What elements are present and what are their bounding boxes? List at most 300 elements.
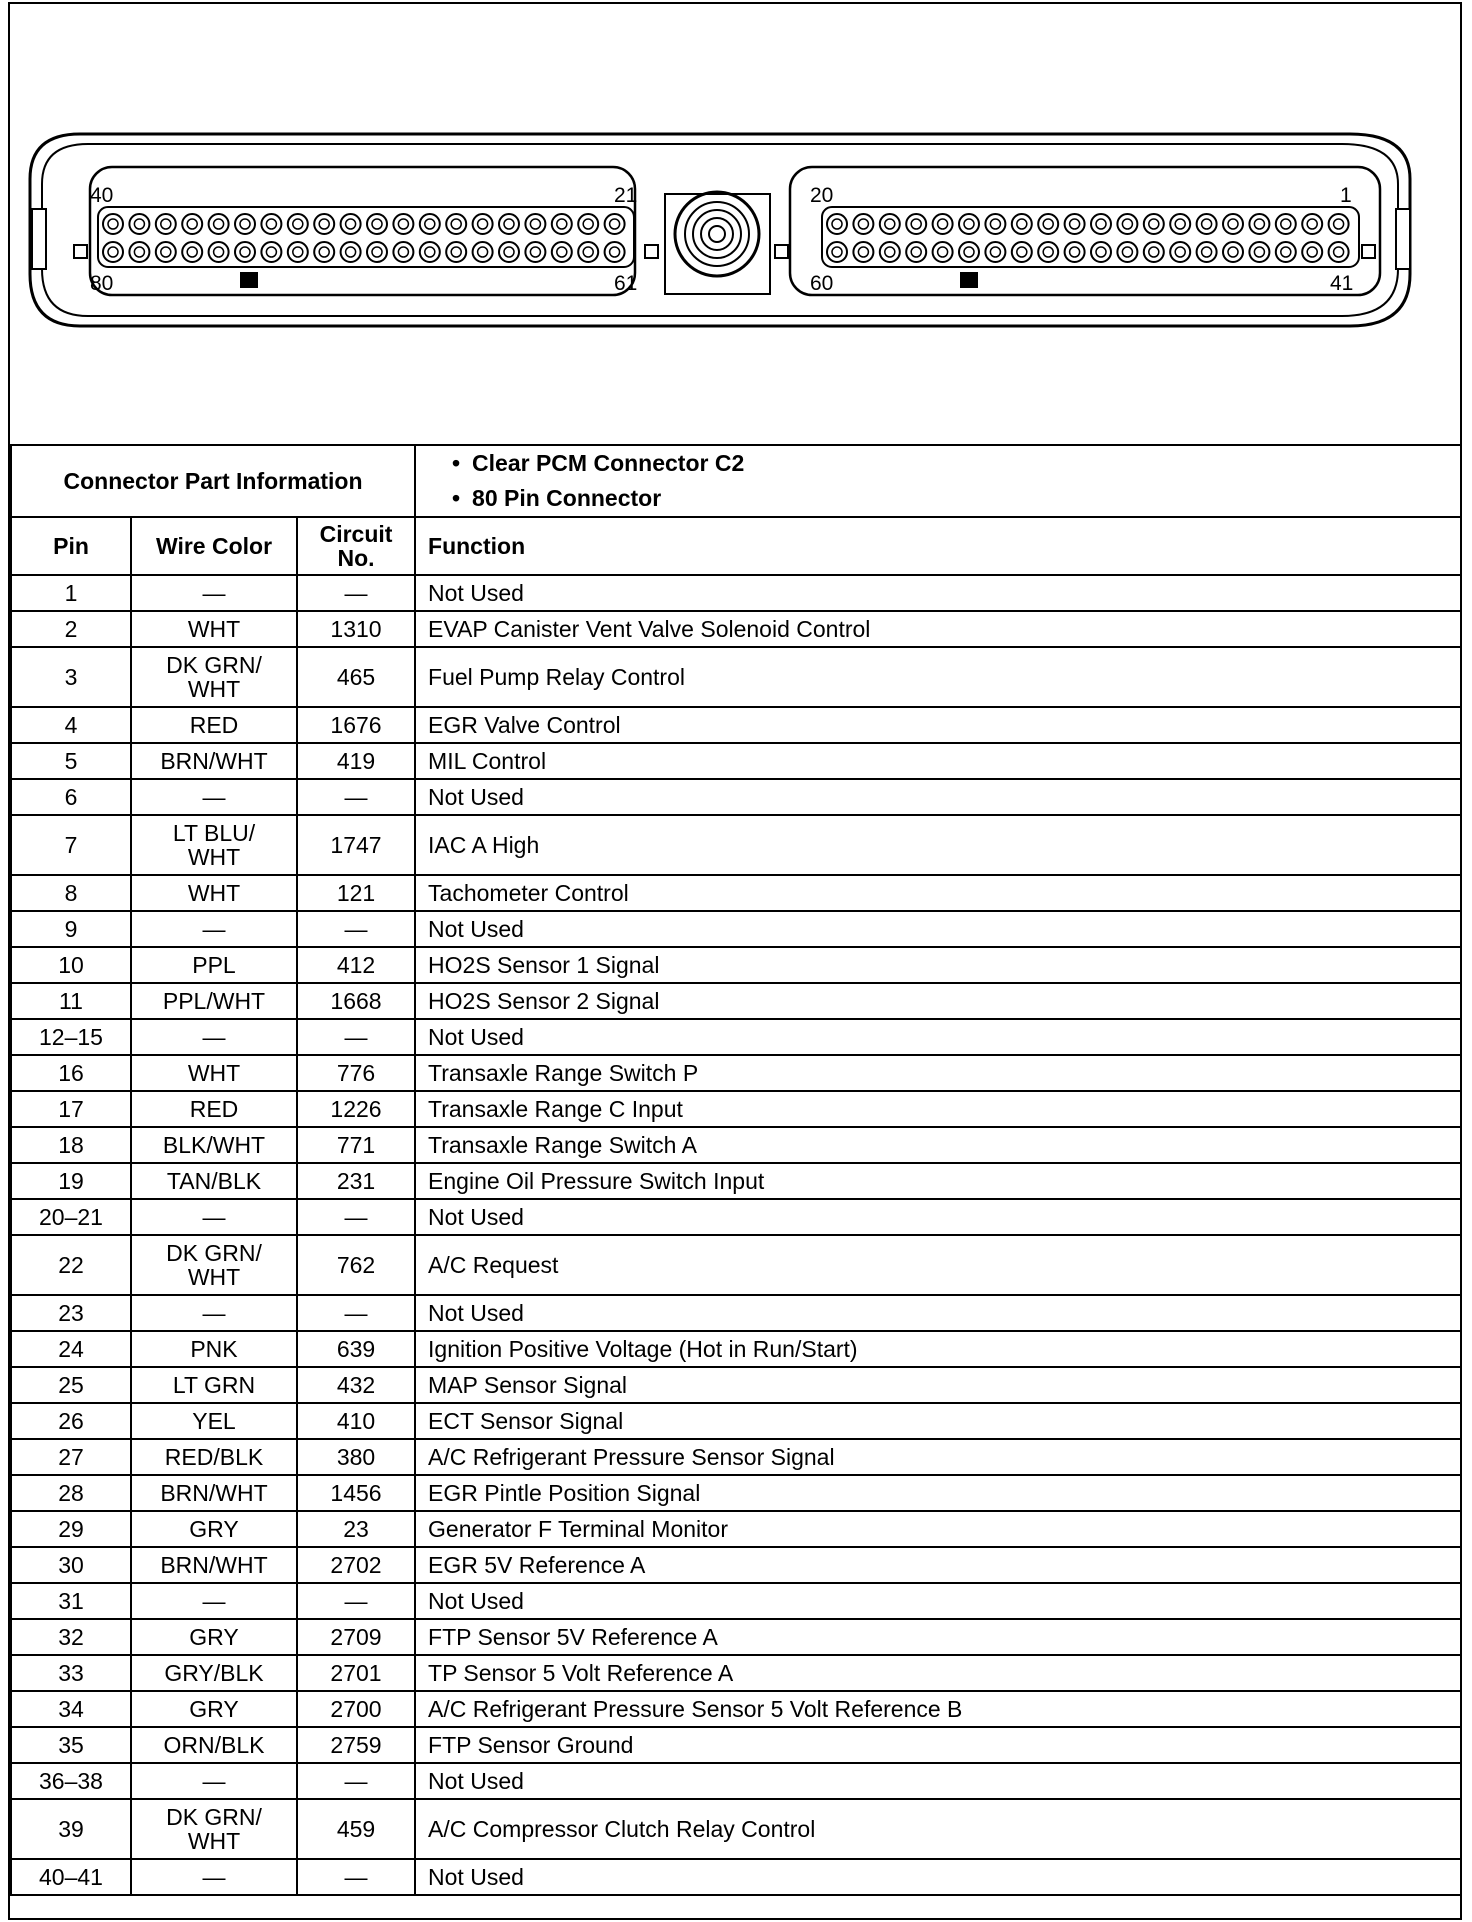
circuit-cell: —	[297, 1199, 415, 1235]
function-cell: EVAP Canister Vent Valve Solenoid Control	[415, 611, 1461, 647]
pin-cell: 2	[11, 611, 131, 647]
pin-hole	[906, 242, 926, 262]
wire-color-cell	[131, 1763, 297, 1799]
pin-cell: 31	[11, 1583, 131, 1619]
wire-color-cell	[131, 1655, 297, 1691]
wire-color-line: —	[202, 1299, 226, 1326]
pin-hole	[1276, 214, 1296, 234]
circuit-cell: 412	[297, 947, 415, 983]
header-function: Function	[415, 517, 1461, 575]
pin-hole	[1012, 242, 1032, 262]
function-cell: Not Used	[415, 1763, 1461, 1799]
circuit-cell: —	[297, 575, 415, 611]
function-cell: FTP Sensor Ground	[415, 1727, 1461, 1763]
pin-cell: 30	[11, 1547, 131, 1583]
wire-color-cell	[131, 1547, 297, 1583]
circuit-cell: 2709	[297, 1619, 415, 1655]
wire-color-cell	[131, 875, 297, 911]
pin-hole	[578, 242, 598, 262]
pin-cell: 11	[11, 983, 131, 1019]
wire-color-cell	[131, 1583, 297, 1619]
pin-cell: 9	[11, 911, 131, 947]
function-cell: FTP Sensor 5V Reference A	[415, 1619, 1461, 1655]
pin-hole	[880, 214, 900, 234]
pin-hole	[103, 242, 123, 262]
table-row	[11, 911, 1461, 947]
pin-cell: 1	[11, 575, 131, 611]
wire-color-cell	[131, 1331, 297, 1367]
connector-info-list	[415, 445, 1461, 517]
circuit-cell: 23	[297, 1511, 415, 1547]
pin-hole	[1170, 242, 1190, 262]
function-cell: EGR 5V Reference A	[415, 1547, 1461, 1583]
pin-hole	[1223, 242, 1243, 262]
pin-hole	[1223, 214, 1243, 234]
wire-color-line: WHT	[187, 1264, 241, 1290]
pin-hole	[473, 214, 493, 234]
circuit-cell: 419	[297, 743, 415, 779]
pin-hole	[182, 214, 202, 234]
circuit-cell: —	[297, 779, 415, 815]
table-row	[11, 1127, 1461, 1163]
wire-color-line: —	[202, 1023, 226, 1050]
function-cell: A/C Refrigerant Pressure Sensor Signal	[415, 1439, 1461, 1475]
circuit-cell: —	[297, 1295, 415, 1331]
circuit-cell: 762	[297, 1235, 415, 1295]
table-row	[11, 1475, 1461, 1511]
table-row	[11, 1727, 1461, 1763]
function-cell: Not Used	[415, 1583, 1461, 1619]
pin-hole	[499, 214, 519, 234]
circuit-cell: 771	[297, 1127, 415, 1163]
function-cell: Ignition Positive Voltage (Hot in Run/Start)	[415, 1331, 1461, 1367]
wire-color-line: WHT	[187, 1059, 241, 1086]
function-cell: Fuel Pump Relay Control	[415, 647, 1461, 707]
pin-hole	[314, 242, 334, 262]
function-cell: Not Used	[415, 1019, 1461, 1055]
pin-cell: 35	[11, 1727, 131, 1763]
function-cell: Not Used	[415, 911, 1461, 947]
table-row	[11, 1055, 1461, 1091]
pin-hole	[420, 214, 440, 234]
pin-cell: 8	[11, 875, 131, 911]
pin-cell: 36–38	[11, 1763, 131, 1799]
pin-label-61: 61	[614, 272, 638, 295]
wire-color-line: WHT	[187, 844, 241, 870]
pin-hole	[473, 242, 493, 262]
wire-color-line: DK GRN/	[166, 1803, 262, 1830]
pin-label-1: 1	[1340, 184, 1352, 207]
circuit-cell: —	[297, 1859, 415, 1895]
table-row	[11, 1763, 1461, 1799]
pin-hole	[1197, 242, 1217, 262]
table-row	[11, 707, 1461, 743]
wire-color-cell	[131, 911, 297, 947]
table-row	[11, 1331, 1461, 1367]
function-cell: MIL Control	[415, 743, 1461, 779]
pin-hole	[959, 214, 979, 234]
connector-face-drawing	[10, 4, 1460, 444]
pin-hole	[1302, 242, 1322, 262]
pin-hole	[1117, 242, 1137, 262]
wire-color-cell	[131, 1235, 297, 1295]
function-cell: IAC A High	[415, 815, 1461, 875]
pin-hole	[129, 214, 149, 234]
wire-color-cell	[131, 815, 297, 875]
right-side-tab	[1396, 209, 1410, 269]
pin-hole	[261, 214, 281, 234]
table-row	[11, 1439, 1461, 1475]
pin-hole	[235, 214, 255, 234]
pin-cell: 33	[11, 1655, 131, 1691]
function-cell: EGR Pintle Position Signal	[415, 1475, 1461, 1511]
pin-hole	[985, 214, 1005, 234]
pin-hole	[446, 242, 466, 262]
pin-cell: 5	[11, 743, 131, 779]
table-row	[11, 875, 1461, 911]
function-cell: Generator F Terminal Monitor	[415, 1511, 1461, 1547]
wire-color-cell	[131, 1091, 297, 1127]
circuit-cell: 231	[297, 1163, 415, 1199]
pin-hole	[341, 214, 361, 234]
wire-color-line: —	[202, 915, 226, 942]
pin-hole	[1038, 242, 1058, 262]
circuit-cell: —	[297, 911, 415, 947]
wire-color-cell	[131, 1475, 297, 1511]
wire-color-line: WHT	[187, 879, 241, 906]
wire-color-cell	[131, 647, 297, 707]
pin-label-20: 20	[810, 184, 834, 207]
function-cell: Transaxle Range Switch A	[415, 1127, 1461, 1163]
table-row	[11, 1691, 1461, 1727]
wire-color-line: LT GRN	[172, 1371, 256, 1398]
pin-hole	[209, 242, 229, 262]
wire-color-line: WHT	[187, 676, 241, 702]
table-row	[11, 1295, 1461, 1331]
pin-hole	[288, 214, 308, 234]
function-cell: Transaxle Range C Input	[415, 1091, 1461, 1127]
pin-hole	[1091, 214, 1111, 234]
table-row	[11, 1367, 1461, 1403]
circuit-cell: 2700	[297, 1691, 415, 1727]
pin-cell: 10	[11, 947, 131, 983]
pin-hole	[393, 214, 413, 234]
wire-color-line: PPL	[192, 951, 236, 978]
pin-hole	[933, 214, 953, 234]
circuit-cell: 459	[297, 1799, 415, 1859]
wire-color-cell	[131, 1055, 297, 1091]
function-cell: A/C Request	[415, 1235, 1461, 1295]
wire-color-cell	[131, 1163, 297, 1199]
wire-color-line: ORN/BLK	[163, 1731, 265, 1758]
pin-label-40: 40	[90, 184, 114, 207]
pin-hole	[880, 242, 900, 262]
right-key-block	[960, 272, 978, 288]
center-bolt-outer	[675, 192, 759, 276]
table-row	[11, 815, 1461, 875]
pin-cell: 24	[11, 1331, 131, 1367]
table-row	[11, 1547, 1461, 1583]
pin-label-41: 41	[1330, 272, 1354, 295]
pin-cell: 39	[11, 1799, 131, 1859]
pin-cell: 27	[11, 1439, 131, 1475]
pin-hole	[182, 242, 202, 262]
circuit-cell: 776	[297, 1055, 415, 1091]
pin-cell: 26	[11, 1403, 131, 1439]
pin-hole	[933, 242, 953, 262]
pin-hole	[853, 214, 873, 234]
pin-hole	[1117, 214, 1137, 234]
pin-hole	[288, 242, 308, 262]
function-cell: Not Used	[415, 779, 1461, 815]
wire-color-line: —	[202, 1587, 226, 1614]
table-row	[11, 1199, 1461, 1235]
right-pin-holes	[827, 214, 1349, 262]
pin-hole	[1329, 242, 1349, 262]
pin-hole	[499, 242, 519, 262]
pin-hole	[1329, 214, 1349, 234]
center-bolt-ring-3	[701, 218, 733, 250]
pin-cell: 20–21	[11, 1199, 131, 1235]
center-boss	[665, 194, 770, 294]
pin-hole	[853, 242, 873, 262]
wire-color-cell	[131, 1295, 297, 1331]
pin-cell: 25	[11, 1367, 131, 1403]
function-cell: Not Used	[415, 575, 1461, 611]
function-cell: Not Used	[415, 1199, 1461, 1235]
pin-cell: 3	[11, 647, 131, 707]
wire-color-cell	[131, 575, 297, 611]
wire-color-cell	[131, 707, 297, 743]
right-inner-latch-square	[775, 245, 788, 258]
table-row	[11, 1655, 1461, 1691]
table-row	[11, 575, 1461, 611]
wire-color-cell	[131, 1367, 297, 1403]
wire-color-cell	[131, 1439, 297, 1475]
pin-hole	[314, 214, 334, 234]
table-row	[11, 1859, 1461, 1895]
pin-label-60: 60	[810, 272, 834, 295]
circuit-cell: 1456	[297, 1475, 415, 1511]
pin-hole	[985, 242, 1005, 262]
function-cell: Tachometer Control	[415, 875, 1461, 911]
table-row	[11, 647, 1461, 707]
pin-hole	[605, 214, 625, 234]
wire-color-line: RED	[189, 1095, 239, 1122]
table-row	[11, 983, 1461, 1019]
pin-hole	[1065, 242, 1085, 262]
table-row	[11, 1403, 1461, 1439]
circuit-cell: 1226	[297, 1091, 415, 1127]
table-row	[11, 1019, 1461, 1055]
wire-color-line: GRY	[189, 1623, 239, 1650]
header-wire-color: Wire Color	[131, 517, 297, 575]
circuit-cell: 121	[297, 875, 415, 911]
pin-cell: 16	[11, 1055, 131, 1091]
wire-color-line: DK GRN/	[166, 651, 262, 678]
pin-label-21: 21	[614, 184, 638, 207]
pin-hole	[1091, 242, 1111, 262]
wire-color-line: GRY	[189, 1695, 239, 1722]
pin-cell: 12–15	[11, 1019, 131, 1055]
pin-hole	[1065, 214, 1085, 234]
pin-hole	[1144, 242, 1164, 262]
function-cell: Not Used	[415, 1295, 1461, 1331]
wire-color-cell	[131, 1619, 297, 1655]
table-row	[11, 947, 1461, 983]
pin-hole	[605, 242, 625, 262]
wire-color-line: —	[202, 783, 226, 810]
circuit-cell: —	[297, 1583, 415, 1619]
pin-hole	[1012, 214, 1032, 234]
table-row	[11, 611, 1461, 647]
pin-hole	[235, 242, 255, 262]
header-circuit: Circuit No.	[297, 517, 415, 575]
wire-color-line: DK GRN/	[166, 1239, 262, 1266]
connector-sheet	[8, 2, 1462, 1920]
left-side-tab	[32, 209, 46, 269]
wire-color-cell	[131, 611, 297, 647]
wire-color-line: —	[202, 1203, 226, 1230]
pin-hole	[1302, 214, 1322, 234]
center-bolt-ring-4	[709, 226, 725, 242]
pin-hole	[209, 214, 229, 234]
function-cell: HO2S Sensor 2 Signal	[415, 983, 1461, 1019]
pin-cell: 4	[11, 707, 131, 743]
function-cell: EGR Valve Control	[415, 707, 1461, 743]
left-latch-square	[74, 245, 87, 258]
pin-cell: 23	[11, 1295, 131, 1331]
wire-color-line: BLK/WHT	[162, 1131, 266, 1158]
wire-color-cell	[131, 1859, 297, 1895]
pin-hole	[1276, 242, 1296, 262]
pin-cell: 18	[11, 1127, 131, 1163]
pin-hole	[525, 214, 545, 234]
left-pin-holes	[103, 214, 625, 262]
wire-color-line: GRY/BLK	[164, 1659, 264, 1686]
wire-color-cell	[131, 1019, 297, 1055]
circuit-cell: —	[297, 1763, 415, 1799]
wire-color-cell	[131, 1691, 297, 1727]
function-cell: A/C Compressor Clutch Relay Control	[415, 1799, 1461, 1859]
table-row	[11, 1511, 1461, 1547]
wire-color-line: BRN/WHT	[160, 747, 268, 774]
function-cell: MAP Sensor Signal	[415, 1367, 1461, 1403]
pin-hole	[367, 242, 387, 262]
connector-info-item: • Clear PCM Connector C2	[452, 450, 745, 476]
wire-color-cell	[131, 779, 297, 815]
wire-color-cell	[131, 1199, 297, 1235]
pin-hole	[103, 214, 123, 234]
pin-cell: 28	[11, 1475, 131, 1511]
wire-color-line: BRN/WHT	[160, 1551, 268, 1578]
pin-hole	[156, 242, 176, 262]
connector-info-item: • 80 Pin Connector	[452, 485, 662, 511]
connector-info-row	[11, 445, 1461, 517]
pin-hole	[261, 242, 281, 262]
table-row	[11, 1235, 1461, 1295]
wire-color-line: BRN/WHT	[160, 1479, 268, 1506]
function-cell: A/C Refrigerant Pressure Sensor 5 Volt Reference B	[415, 1691, 1461, 1727]
table-row	[11, 743, 1461, 779]
wire-color-line: RED/BLK	[164, 1443, 264, 1470]
pin-hole	[552, 242, 572, 262]
pin-hole	[578, 214, 598, 234]
wire-color-line: GRY	[189, 1515, 239, 1542]
wire-color-line: —	[202, 1767, 226, 1794]
pin-cell: 22	[11, 1235, 131, 1295]
circuit-cell: 410	[297, 1403, 415, 1439]
table-header-row	[11, 517, 1461, 575]
wire-color-cell	[131, 1799, 297, 1859]
connector-diagram	[10, 4, 1460, 444]
wire-color-cell	[131, 1403, 297, 1439]
pin-hole	[1197, 214, 1217, 234]
header-pin: Pin	[11, 517, 131, 575]
wire-color-cell	[131, 983, 297, 1019]
function-cell: ECT Sensor Signal	[415, 1403, 1461, 1439]
pin-hole	[1170, 214, 1190, 234]
wire-color-cell	[131, 1127, 297, 1163]
circuit-cell: 1310	[297, 611, 415, 647]
pin-cell: 7	[11, 815, 131, 875]
pin-hole	[446, 214, 466, 234]
pin-hole	[906, 214, 926, 234]
circuit-cell: 2759	[297, 1727, 415, 1763]
wire-color-line: YEL	[192, 1407, 236, 1434]
function-cell: Not Used	[415, 1859, 1461, 1895]
pin-hole	[1038, 214, 1058, 234]
pin-hole	[393, 242, 413, 262]
wire-color-cell	[131, 1511, 297, 1547]
function-cell: Transaxle Range Switch P	[415, 1055, 1461, 1091]
pinout-table	[10, 444, 1462, 1896]
wire-color-cell	[131, 743, 297, 779]
wire-color-line: WHT	[187, 1828, 241, 1854]
wire-color-line: LT BLU/	[172, 819, 256, 846]
circuit-cell: 1668	[297, 983, 415, 1019]
table-row	[11, 1583, 1461, 1619]
pin-cell: 6	[11, 779, 131, 815]
pin-hole	[1144, 214, 1164, 234]
function-cell: TP Sensor 5 Volt Reference A	[415, 1655, 1461, 1691]
circuit-cell: 639	[297, 1331, 415, 1367]
wire-color-line: WHT	[187, 615, 241, 642]
pin-hole	[552, 214, 572, 234]
pin-hole	[156, 214, 176, 234]
pin-hole	[367, 214, 387, 234]
circuit-cell: —	[297, 1019, 415, 1055]
circuit-cell: 2701	[297, 1655, 415, 1691]
left-inner-latch-square	[645, 245, 658, 258]
wire-color-cell	[131, 947, 297, 983]
pin-cell: 32	[11, 1619, 131, 1655]
pin-hole	[341, 242, 361, 262]
wire-color-line: TAN/BLK	[166, 1167, 262, 1194]
circuit-cell: 432	[297, 1367, 415, 1403]
wire-color-line: —	[202, 579, 226, 606]
pin-hole	[827, 214, 847, 234]
pin-hole	[1249, 242, 1269, 262]
pin-hole	[525, 242, 545, 262]
wire-color-cell	[131, 1727, 297, 1763]
pin-cell: 34	[11, 1691, 131, 1727]
pin-hole	[1249, 214, 1269, 234]
pin-cell: 17	[11, 1091, 131, 1127]
wire-color-line: RED	[189, 711, 239, 738]
function-cell: Engine Oil Pressure Switch Input	[415, 1163, 1461, 1199]
table-row	[11, 1799, 1461, 1859]
